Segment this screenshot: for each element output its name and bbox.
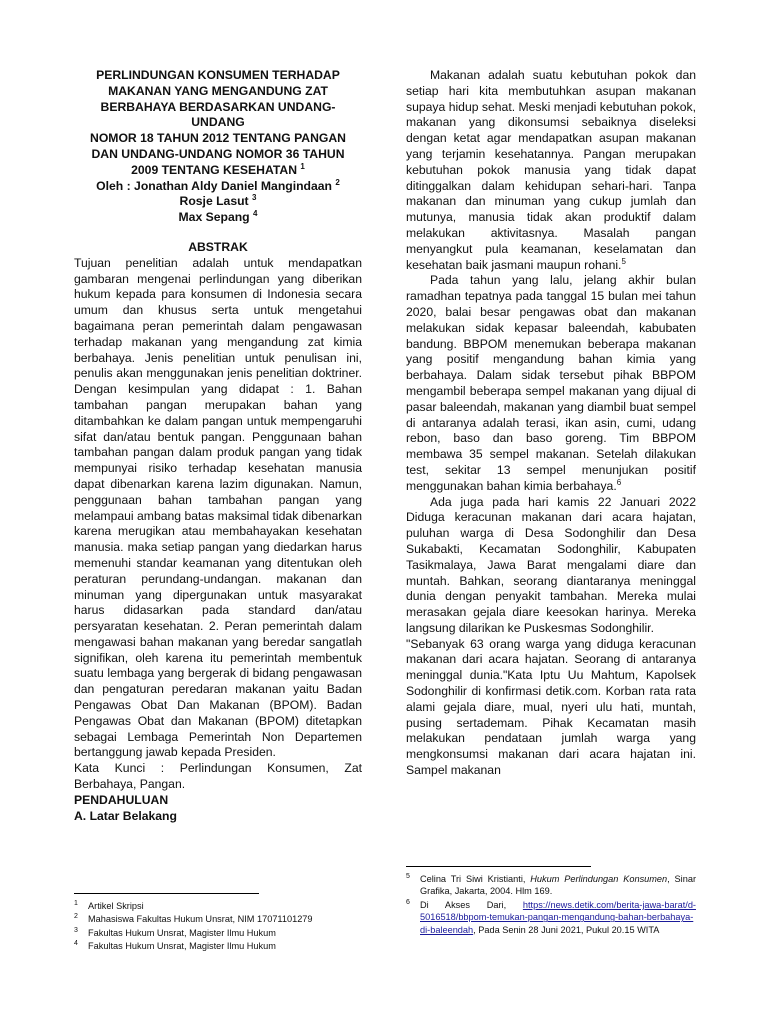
footnote-text: , Sinar Grafika, Jakarta, 2004. Hlm 169. [420,874,697,897]
footnote-number: 2 [74,913,78,921]
title-line [74,163,362,179]
footnote-number: 4 [74,940,78,948]
footnote-number: 1 [74,900,78,907]
abstract-heading: ABSTRAK [188,239,248,254]
author-line [74,194,362,210]
title-line: DAN UNDANG-UNDANG NOMOR 36 TAHUN [91,146,345,161]
footnotes-left [74,900,362,954]
footnote-marker: 3 [252,193,257,203]
footnote [406,899,696,936]
body-paragraph [406,273,696,494]
paragraph-text: Makanan adalah suatu kebutuhan pokok dan setiap hari kita membutuhkan asupan makanan supaya hidup sehat. Meski menjadi kebutuhan pokok, makanan yang dikonsumsi sebaiknya diseleksi dengan ketat agar mendapatkan asupan makanan yang terjamin kesehatannya. Pangan merupakan kebutuhan pokok manusia yang tidak dapat ditinggalkan dalam kehidupan sehari-hari. Tanpa makanan dan minuman yang cukup jumlah dan mutunya, manusia tidak akan produktif dalam melakukan aktivitasnya. Masalah pangan menyangkut pula keamanan, keselamatan dan kesehatan baik jasmani maupun rohani. [406,68,696,272]
footnote-number: 5 [406,873,410,880]
author-text: Oleh : Jonathan Aldy Daniel Mangindaan [96,178,333,193]
footnote-text: Fakultas Hukum Unsrat, Magister Ilmu Hukum [88,927,276,938]
author-line [74,179,362,195]
section-heading: PENDAHULUAN [74,792,169,807]
footnote-number: 6 [406,898,410,906]
footnote [74,913,362,925]
body-paragraph [406,68,696,273]
footnote-text: Fakultas Hukum Unsrat, Magister Ilmu Hukum [88,941,276,952]
footnote-marker: 4 [253,209,258,219]
footnote-text: Mahasiswa Fakultas Hukum Unsrat, NIM 17071101279 [88,914,313,925]
paragraph-text: Pada tahun yang lalu, jelang akhir bulan ramadhan tepatnya pada tanggal 15 bulan mei tahun 2020, balai besar pengawas obat dan makanan melakukan sidak kepasar baleendah, kabubaten bandung. BBPOM menemukan beberapa makanan yang positif mengandung bahan kimia yang berbahaya. Dalam sidak tersebut pihak BBPOM mengambil beberapa sempel makanan yang dijual di pasar baleendah, makanan yang diambil buat sempel di antaranya adalah terasi, ikan asin, cumi, udang rebon, baso dan baso goreng. Tim BBPOM membawa 35 sempel makanan. Setelah dilakukan test, sekitar 13 sempel menunjukan positif menggunakan bahan kimia berbahaya. [406,273,696,493]
footnote-marker: 6 [616,477,622,487]
footnote-text: Celina Tri Siwi Kristianti, [420,874,531,884]
footnote-divider [406,866,591,867]
right-column [406,68,696,779]
author-text: Rosje Lasut [179,194,249,209]
footnote [74,940,362,952]
left-column [74,68,362,824]
footnote-link[interactable]: https://news.detik.com/berita-jawa-barat/d-5016518/bbpom-temukan-pangan-mengandung-bahan-berbahaya-di-baleendah [420,899,696,935]
footnote-text: Di Akses Dari, [420,899,523,910]
abstract-body: Tujuan penelitian adalah untuk mendapatkan gambaran mengenai perlindungan yang diberikan hukum kepada para konsumen di Indonesia secara umum dan khusus serta untuk mengetahui bagaimana peran pemerintah dalam pengawasan terhadap makanan yang mengandung zat kimia berbahaya. Jenis penelitian untuk penulisan ini, penulis akan menggunakan jenis penelitian doktriner. Dengan kesimpulan yang didapat : 1. Bahan tambahan pangan merupakan bahan yang ditambahkan ke dalam pangan untuk mempengaruhi sifat dan/atau bentuk pangan. Penggunaan bahan tambahan pangan dalam produk pangan yang tidak mempunyai risiko terhadap kesehatan manusia dapat dibenarkan karena lazim digunakan. Namun, penggunaan bahan tambahan pangan yang melampaui ambang batas maksimal tidak dibenarkan karena merugikan atau membahayakan kesehatan manusia. maka setiap pangan yang diedarkan harus memenuhi standar keamanan yang ditentukan oleh peraturan perundang-undangan. makanan dan minuman yang dipergunakan untuk masyarakat harus didasarkan pada standard dan/atau persyaratan kesehatan. 2. Peran pemerintah dalam mengawasi bahan makanan yang beredar sangatlah signifikan, oleh karena itu pemerintah membentuk suatu lembaga yang bergerak di bidang pengawasan dan pengaturan peredaran makanan yaitu Badan Pengawas Obat Dan Makanan (BPOM). Badan Pengawas Obat dan Makanan (BPOM) ditetapkan sebagai Lembaga Pemerintah Non Departemen bertanggung jawab kepada Presiden. [74,255,362,760]
footnote-marker: 2 [335,177,340,187]
body-paragraph: Ada juga pada hari kamis 22 Januari 2022 Diduga keracunan makanan dari acara hajatan, puluhan warga di Desa Sodonghilir dan Desa Sukabakti, Kecamatan Sodonghilir, Kabupaten Tasikmalaya, Jawa Barat mengalami diare dan muntah. Bahkan, seorang diantaranya meninggal dunia dengan penyakit tambahan. Mereka mulai merasakan gejala diare keesokan harinya. Mereka langsung dilarikan ke Puskesmas Sodonghilir. [406,494,696,635]
footnote-text: , Pada Senin 28 Juni 2021, Pukul 20.15 WITA [473,924,660,935]
footnote-book-title: Hukum Perlindungan Konsumen [530,874,668,884]
author-line [74,210,362,226]
author-text: Max Sepang [178,210,250,225]
footnote [406,873,696,898]
title-text: 2009 TENTANG KESEHATAN [131,162,298,177]
footnote-divider [74,893,259,894]
footnote [74,900,362,912]
title-line: BERBAHAYA BERDASARKAN UNDANG-UNDANG [100,99,336,130]
footnotes-right [406,873,696,937]
footnote [74,927,362,939]
subsection-heading: A. Latar Belakang [74,808,177,823]
footnote-marker: 1 [300,161,305,171]
keywords: Kata Kunci : Perlindungan Konsumen, Zat Berbahaya, Pangan. [74,761,362,792]
title-line: NOMOR 18 TAHUN 2012 TENTANG PANGAN [90,131,346,146]
footnote-text: Artikel Skripsi [88,901,144,911]
footnote-number: 3 [74,926,78,934]
paper-title [74,68,362,226]
body-paragraph: "Sebanyak 63 orang warga yang diduga keracunan makanan dari acara hajatan. Seorang di antaranya meninggal dunia."Kata Iptu Uu Mahtum, Kapolsek Sodonghilir di konfirmasi detik.com. Korban rata rata alami gejala diare, mual, nyeri ulu hati, muntah, pusing sertademam. Pihak Kecamatan masih melakukan pendataan jumlah warga yang mengkonsumsi makanan dari acara hajatan ini. Sampel makanan [406,636,696,778]
footnote-marker: 5 [621,256,626,266]
title-line: PERLINDUNGAN KONSUMEN TERHADAP [96,68,340,82]
title-line: MAKANAN YANG MENGANDUNG ZAT [108,83,328,98]
